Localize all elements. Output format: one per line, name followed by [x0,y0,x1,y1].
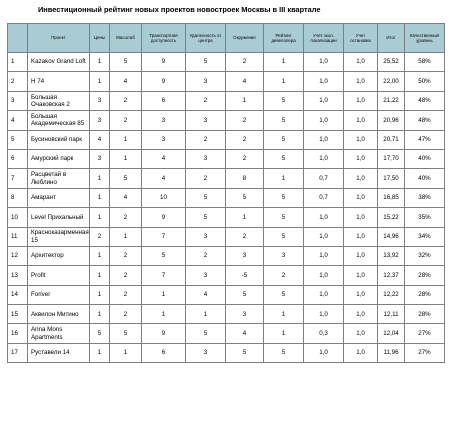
row-index-cell: 16 [8,324,28,343]
table-row [8,130,445,149]
project-name-cell: Руставели 14 [28,343,90,362]
value-cell: 5 [110,169,142,188]
project-name-cell: Расцветай в Люблино [28,169,90,188]
row-index-cell: 3 [8,91,28,110]
value-cell: 1,0 [344,130,378,149]
value-cell: 9 [142,324,186,343]
table-title: Инвестиционный рейтинг новых проектов новостроек Москвы в III квартале [38,5,321,14]
value-cell: 5 [264,285,304,304]
column-header [8,24,28,53]
value-cell: 5 [264,149,304,168]
value-cell: 4 [186,285,226,304]
value-cell: 1 [186,305,226,324]
row-index-cell: 13 [8,266,28,285]
value-cell: 47% [405,130,445,149]
column-header: Масштаб [110,24,142,53]
value-cell: 1 [142,305,186,324]
value-cell: 1,0 [344,324,378,343]
value-cell: 9 [142,208,186,227]
value-cell: 34% [405,227,445,246]
row-index-cell: 7 [8,169,28,188]
value-cell: 2 [226,53,264,72]
value-cell: 3 [186,266,226,285]
column-header: Транспортная доступность [142,24,186,53]
table-body [8,53,445,363]
value-cell: 3 [90,91,110,110]
value-cell: 2 [110,285,142,304]
value-cell: 1,0 [344,188,378,207]
row-index-cell: 5 [8,130,28,149]
value-cell: 1 [226,208,264,227]
value-cell: 21,22 [378,91,405,110]
table-row [8,324,445,343]
value-cell: 1,0 [344,343,378,362]
value-cell: 4 [226,324,264,343]
value-cell: 5 [142,246,186,265]
value-cell: 1 [90,305,110,324]
row-index-cell: 6 [8,149,28,168]
column-header: Проект [28,24,90,53]
table-row [8,266,445,285]
value-cell: 1,0 [304,266,344,285]
value-cell: 20,96 [378,111,405,130]
value-cell: 3 [186,111,226,130]
value-cell: 35% [405,208,445,227]
value-cell: 5 [264,188,304,207]
row-index-cell: 2 [8,72,28,91]
value-cell: 3 [226,305,264,324]
project-name-cell: Profit [28,266,90,285]
value-cell: 5 [264,91,304,110]
table-row [8,285,445,304]
project-name-cell: Foriver [28,285,90,304]
rating-table [7,23,445,363]
value-cell: 5 [110,324,142,343]
value-cell: 5 [110,53,142,72]
value-cell: 1 [110,227,142,246]
table-row [8,227,445,246]
value-cell: 7 [142,227,186,246]
value-cell: 38% [405,188,445,207]
value-cell: 1,0 [344,305,378,324]
table-row [8,188,445,207]
table-row [8,72,445,91]
row-index-cell: 1 [8,53,28,72]
value-cell: 1,0 [304,343,344,362]
value-cell: 5 [90,324,110,343]
value-cell: 2 [110,305,142,324]
value-cell: 3 [186,72,226,91]
value-cell: 5 [186,208,226,227]
value-cell: 0,7 [304,169,344,188]
value-cell: 1 [90,343,110,362]
column-header: Учет остановки [344,24,378,53]
value-cell: 5 [226,188,264,207]
value-cell: 1,0 [344,111,378,130]
project-name-cell: Level Прихальный [28,208,90,227]
value-cell: 5 [264,130,304,149]
row-index-cell: 17 [8,343,28,362]
value-cell: 16,85 [378,188,405,207]
value-cell: 5 [186,53,226,72]
value-cell: 0,7 [304,188,344,207]
value-cell: 1,0 [344,91,378,110]
value-cell: 5 [226,343,264,362]
value-cell: 5 [264,208,304,227]
value-cell: 3 [226,246,264,265]
value-cell: 3 [142,111,186,130]
value-cell: 1,0 [344,72,378,91]
value-cell: 1,0 [344,169,378,188]
row-index-cell: 11 [8,227,28,246]
table-header [8,24,445,53]
value-cell: 40% [405,149,445,168]
project-name-cell: Амарант [28,188,90,207]
value-cell: 2 [110,91,142,110]
value-cell: 1,0 [344,53,378,72]
value-cell: 4 [110,188,142,207]
value-cell: 6 [142,343,186,362]
value-cell: 1,0 [344,266,378,285]
column-header: Рейтинг девелопера [264,24,304,53]
value-cell: 1 [90,169,110,188]
value-cell: 2 [186,91,226,110]
value-cell: 2 [110,246,142,265]
value-cell: 3 [186,227,226,246]
value-cell: 2 [186,130,226,149]
value-cell: 1 [264,305,304,324]
table-row [8,208,445,227]
value-cell: 58% [405,53,445,72]
value-cell: 3 [264,246,304,265]
value-cell: 1,0 [344,227,378,246]
value-cell: 1 [142,285,186,304]
value-cell: 1 [90,188,110,207]
value-cell: 5 [186,324,226,343]
column-header: Окружение [226,24,264,53]
column-header: Цены [90,24,110,53]
value-cell: 15,22 [378,208,405,227]
value-cell: 22,00 [378,72,405,91]
table-row [8,53,445,72]
value-cell: 4 [142,169,186,188]
table-row [8,111,445,130]
value-cell: 1,0 [344,285,378,304]
value-cell: 1,0 [344,246,378,265]
value-cell: 12,11 [378,305,405,324]
value-cell: 1 [90,208,110,227]
column-header: Качественный уровень [405,24,445,53]
value-cell: 2 [90,227,110,246]
value-cell: 1 [264,53,304,72]
project-name-cell: Бусиновский парк [28,130,90,149]
value-cell: 1 [110,343,142,362]
value-cell: 1 [90,53,110,72]
row-index-cell: 8 [8,188,28,207]
table-row [8,149,445,168]
value-cell: 5 [264,111,304,130]
value-cell: 1 [90,266,110,285]
value-cell: 2 [110,208,142,227]
table-row [8,343,445,362]
value-cell: 12,22 [378,285,405,304]
value-cell: 7 [142,266,186,285]
value-cell: 0,3 [304,324,344,343]
table-row [8,169,445,188]
value-cell: 32% [405,246,445,265]
value-cell: 1 [264,72,304,91]
project-name-cell: Большая Очаковская 2 [28,91,90,110]
value-cell: 6 [142,91,186,110]
value-cell: 12,04 [378,324,405,343]
project-name-cell: Anna Mons Apartments [28,324,90,343]
table-row [8,246,445,265]
value-cell: 1,0 [304,246,344,265]
value-cell: 1 [264,324,304,343]
value-cell: 17,50 [378,169,405,188]
value-cell: 1,0 [304,53,344,72]
column-header: Удаленность от центра [186,24,226,53]
value-cell: 1,0 [304,149,344,168]
value-cell: 1 [110,130,142,149]
value-cell: 3 [142,130,186,149]
value-cell: 1 [264,169,304,188]
row-index-cell: 14 [8,285,28,304]
value-cell: 1,0 [304,227,344,246]
value-cell: 1,0 [304,91,344,110]
row-index-cell: 15 [8,305,28,324]
value-cell: 2 [264,266,304,285]
column-header: Итог [378,24,405,53]
project-name-cell: Н 74 [28,72,90,91]
project-name-cell: Аквилон Митино [28,305,90,324]
value-cell: 5 [264,343,304,362]
value-cell: 12,37 [378,266,405,285]
value-cell: 3 [186,149,226,168]
value-cell: 2 [186,246,226,265]
value-cell: 2 [226,111,264,130]
value-cell: 17,70 [378,149,405,168]
value-cell: 1,0 [304,72,344,91]
row-index-cell: 12 [8,246,28,265]
value-cell: 48% [405,91,445,110]
value-cell: 5 [226,285,264,304]
value-cell: 2 [186,169,226,188]
value-cell: 28% [405,305,445,324]
value-cell: 9 [142,53,186,72]
project-name-cell: Архитектор [28,246,90,265]
value-cell: 10 [142,188,186,207]
value-cell: 28% [405,285,445,304]
value-cell: 1 [90,72,110,91]
value-cell: 1 [110,149,142,168]
value-cell: 1,0 [304,208,344,227]
value-cell: 4 [90,130,110,149]
value-cell: 13,92 [378,246,405,265]
project-name-cell: Kazakov Grand Loft [28,53,90,72]
value-cell: 1,0 [304,130,344,149]
value-cell: 11,96 [378,343,405,362]
value-cell: 1,0 [344,149,378,168]
value-cell: 1 [226,91,264,110]
project-name-cell: Большая Академическая 85 [28,111,90,130]
value-cell: 1 [90,285,110,304]
table-row [8,305,445,324]
value-cell: 9 [142,72,186,91]
header-row [8,24,445,53]
value-cell: 3 [90,149,110,168]
value-cell: 1,0 [304,305,344,324]
value-cell: 40% [405,169,445,188]
value-cell: 5 [186,188,226,207]
value-cell: 27% [405,343,445,362]
value-cell: 14,96 [378,227,405,246]
value-cell: 28% [405,266,445,285]
value-cell: 4 [142,149,186,168]
value-cell: 50% [405,72,445,91]
value-cell: 20,71 [378,130,405,149]
value-cell: 4 [226,72,264,91]
value-cell: 27% [405,324,445,343]
value-cell: 2 [226,130,264,149]
value-cell: 3 [186,343,226,362]
value-cell: 4 [110,72,142,91]
value-cell: 1,0 [304,111,344,130]
value-cell: 1,0 [304,285,344,304]
value-cell: 48% [405,111,445,130]
value-cell: 2 [226,149,264,168]
project-name-cell: Красноказарменная 15 [28,227,90,246]
value-cell: -5 [226,266,264,285]
value-cell: 8 [226,169,264,188]
row-index-cell: 10 [8,208,28,227]
value-cell: 1,0 [344,208,378,227]
value-cell: 5 [264,227,304,246]
value-cell: 2 [226,227,264,246]
value-cell: 2 [110,266,142,285]
table-row [8,91,445,110]
project-name-cell: Амурский парк [28,149,90,168]
value-cell: 2 [110,111,142,130]
value-cell: 3 [90,111,110,130]
column-header: Учет экол. локализации [304,24,344,53]
row-index-cell: 4 [8,111,28,130]
value-cell: 25,52 [378,53,405,72]
value-cell: 1 [90,246,110,265]
